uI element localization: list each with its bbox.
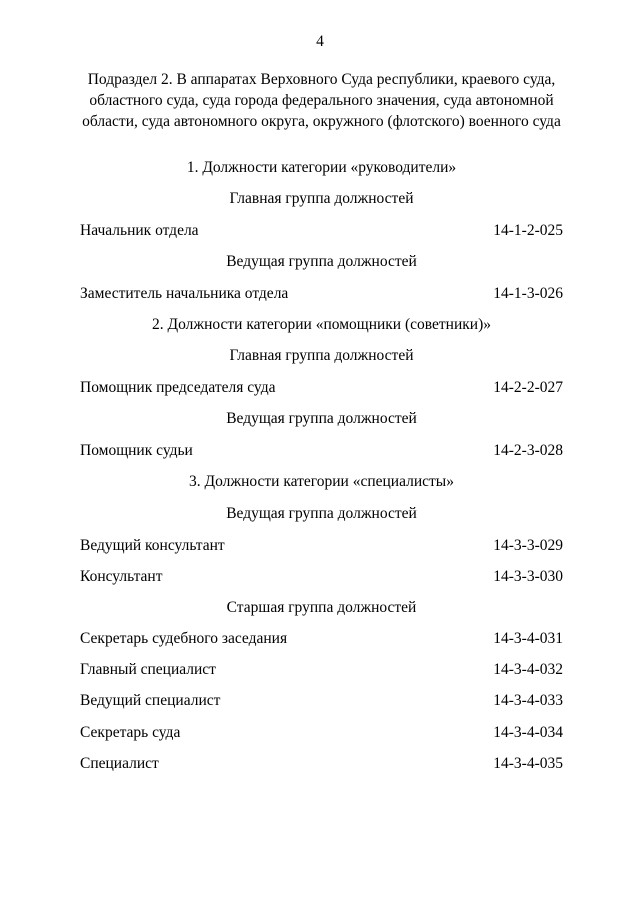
group-title: Старшая группа должностей [226,599,417,616]
position-code: 14-3-4-033 [493,692,563,709]
position-name: Начальник отдела [80,222,199,239]
position-code: 14-3-4-034 [493,724,563,741]
position-name: Главный специалист [80,661,216,678]
position-code: 14-3-4-032 [493,661,563,678]
position-row [80,378,563,398]
position-code: 14-1-2-025 [493,222,563,239]
position-name: Помощник судьи [80,442,193,459]
position-name: Помощник председателя суда [80,379,276,396]
position-row [80,691,563,711]
position-row [80,284,563,304]
position-code: 14-2-2-027 [493,379,563,396]
position-code: 14-3-4-035 [493,755,563,772]
group-title: Главная группа должностей [229,190,414,207]
position-code: 14-2-3-028 [493,442,563,459]
position-code: 14-3-4-031 [493,630,563,647]
position-row [80,660,563,680]
position-row [80,441,563,461]
subsection-title: Подраздел 2. В аппаратах Верховного Суда республики, краевого суда, областного суда, суда города федерального значения, суда автономной области, суда автономного округа, окружного (флотского) военного суда [82,71,561,130]
category-title: 1. Должности категории «руководители» [186,159,457,176]
position-row [80,629,563,649]
position-name: Специалист [80,755,159,772]
position-name: Секретарь суда [80,724,181,741]
category-title: 3. Должности категории «специалисты» [189,473,454,490]
position-row [80,221,563,241]
position-code: 14-3-3-030 [493,568,563,585]
position-code: 14-1-3-026 [493,285,563,302]
group-title: Ведущая группа должностей [226,253,417,270]
category-title: 2. Должности категории «помощники (советники)» [152,316,491,333]
position-name: Ведущий специалист [80,692,221,709]
page-number: 4 [316,33,324,50]
position-name: Консультант [80,568,163,585]
group-title: Главная группа должностей [229,347,414,364]
position-name: Ведущий консультант [80,537,225,554]
position-row [80,754,563,774]
position-row [80,536,563,556]
position-name: Заместитель начальника отдела [80,285,289,302]
group-title: Ведущая группа должностей [226,505,417,522]
group-title: Ведущая группа должностей [226,410,417,427]
position-row [80,723,563,743]
position-row [80,567,563,587]
position-code: 14-3-3-029 [493,537,563,554]
position-name: Секретарь судебного заседания [80,630,288,647]
